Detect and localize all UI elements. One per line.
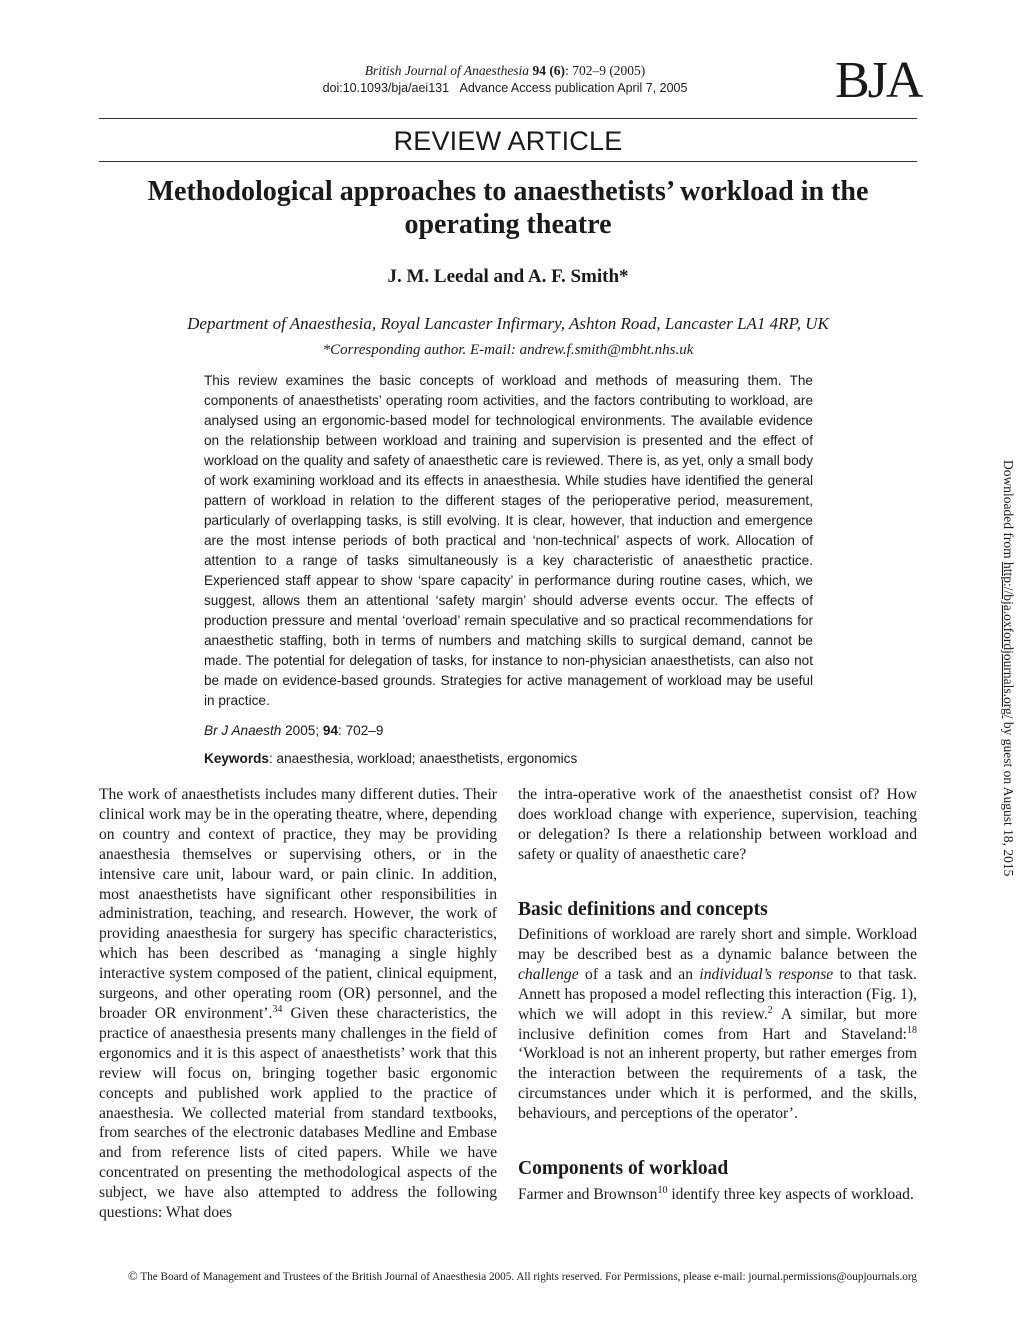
publication-note: Advance Access publication April 7, 2005 — [459, 81, 688, 95]
paragraph-intro: The work of anaesthetists includes many different duties. Their clinical work may be in the operating theatre, where, depending on country and context of practice, they may be providing anaesthesia themselves or supervising others, or in the intensive care unit, labour ward, or pain clinic. In addition, most anaesthetists have significant other responsibilities in administration, teaching, and research. However, the work of providing anaesthesia for surgery has specific characteristics, which has been described as ‘managing a single highly interactive system composed of the patient, clinical equipment, surgeons, and other operating room (OR) personnel, and the broader OR environment’. — [99, 786, 497, 1022]
affiliation: Department of Anaesthesia, Royal Lancaster Infirmary, Ashton Road, Lancaster LA1 4RP, UK — [187, 314, 829, 333]
journal-name: British Journal of Anaesthesia — [364, 63, 530, 78]
citation-volume: 94 — [322, 723, 339, 738]
emphasis-challenge: challenge — [518, 965, 579, 983]
keywords-label: Keywords — [204, 751, 269, 766]
copyright-text: The Board of Management and Trustees of the British Journal of Anaesthesia 2005. All rights reserved. For Permissions, please e-mail: journal.permissions@oupjournals.org — [137, 1271, 917, 1283]
body-column-right-intro: the intra-operative work of the anaesthetist consist of? How does workload change with experience, supervision, teaching or delegation? Is there a relationship between workload and safety or quality of anaesthetic care? — [518, 786, 917, 863]
bja-logo: BJA — [835, 52, 922, 109]
corresponding-author: *Corresponding author. E-mail: andrew.f.smith@mbht.nhs.uk — [322, 342, 694, 358]
citation-journal: Br J Anaesth — [204, 723, 282, 738]
text-run: Farmer and Brownson — [518, 1186, 658, 1203]
reference-marker[interactable]: 2 — [767, 1004, 773, 1016]
copyright-icon: © — [127, 1268, 138, 1283]
copyright-footer — [99, 1268, 917, 1285]
emphasis-individual-response: individual’s response — [699, 965, 834, 983]
journal-issue: (6) — [549, 63, 566, 78]
reference-marker[interactable]: 34 — [272, 1003, 283, 1015]
text-run: of a task and an — [578, 965, 700, 983]
download-prefix: Downloaded from — [1001, 460, 1016, 562]
citation-year: 2005; — [285, 723, 320, 738]
paragraph-intro-continued: Given these characteristics, the practice of anaesthesia presents many challenges in the field of ergonomics and it is this aspect of anaesthetists’ work that this review will focus on, bringing together basic ergonomic concepts and published work applied to the practice of anaesthesia. We collected material from standard textbooks, from searches of the electronic databases Medline and Embase and from reference lists of cited papers. While we have concentrated on presenting the methodological aspects of the subject, we have also attempted to address the following questions: What does — [99, 1004, 498, 1222]
header-rule-bottom — [99, 161, 917, 162]
paragraph-basic-definitions — [518, 925, 917, 1124]
authors: J. M. Leedal and A. F. Smith* — [387, 266, 629, 287]
body-column-left — [99, 785, 497, 1223]
keywords-line — [204, 750, 577, 768]
header-rule-top — [99, 118, 917, 119]
abstract: This review examines the basic concepts of workload and methods of measuring them. The components of anaesthetists’ operating room activities, and the factors contributing to workload, are analysed using an ergonomic-based model for technological environments. The available evidence on the relationship between workload and training and supervision is presented and the effect of workload on the quality and safety of anaesthetic care is reviewed. There is, as yet, only a small body of work examining workload and its effects in anaesthesia. While studies have identified the general pattern of workload in relation to the different stages of the perioperative period, measurement, particularly of overlapping tasks, is still evolving. It is clear, however, that induction and emergence are the most intense periods of both practical and ‘non-technical’ aspects of work. Allocation of attention to a range of tasks simultaneously is a key characteristic of anaesthetic practice. Experienced staff appear to show ‘spare capacity’ in performance during routine cases, which, we suggest, allows them an attentional ‘safety margin’ should adverse events occur. The effects of production pressure and mental ‘overload’ remain speculative and so practical recommendations for anaesthetic staffing, both in terms of numbers and matching skills to surgical demand, cannot be made. The potential for delegation of tasks, for instance to non-physician anaesthetists, can also not be made on evidence-based grounds. Strategies for active management of workload may be useful in practice. — [204, 373, 813, 708]
journal-pages-year: : 702–9 (2005) — [565, 63, 646, 78]
reference-marker[interactable]: 18 — [907, 1024, 917, 1036]
text-run: Definitions of workload are rarely short and simple. Workload may be described best as a dynamic balance between the — [518, 926, 917, 963]
text-run: A similar, but more inclusive definition comes from Hart and Staveland: — [518, 1005, 917, 1043]
download-note — [999, 460, 1019, 890]
text-run: ‘Workload is not an inherent property, but rather emerges from the interaction between the requirements of a task, the circumstances under which it is performed, and the skills, behaviours, and perceptions of the operator’. — [518, 1045, 917, 1123]
section-label: REVIEW ARTICLE — [393, 126, 623, 156]
heading-basic-definitions: Basic definitions and concepts — [518, 899, 768, 920]
journal-volume: 94 — [532, 63, 546, 78]
heading-components: Components of workload — [518, 1158, 729, 1179]
paragraph-components — [518, 1185, 917, 1205]
keywords-text: : anaesthesia, workload; anaesthetists, ergonomics — [268, 751, 578, 766]
article-title: Methodological approaches to anaesthetists’ workload in the operating theatre — [147, 176, 869, 240]
text-run: identify three key aspects of workload. — [667, 1186, 914, 1203]
journal-citation-line — [300, 62, 710, 79]
citation-line — [204, 722, 383, 740]
download-suffix: by guest on August 18, 2015 — [1001, 718, 1016, 877]
doi-line — [300, 80, 710, 96]
text-run: to that task. Annett has proposed a model reflecting this interaction (Fig. 1), which we will adopt in this review. — [518, 965, 917, 1023]
doi[interactable]: doi:10.1093/bja/aei131 — [322, 81, 450, 95]
citation-pages: : 702–9 — [338, 723, 384, 738]
reference-marker[interactable]: 10 — [657, 1184, 668, 1196]
download-link[interactable]: http://bja.oxfordjournals.org/ — [1001, 561, 1016, 719]
